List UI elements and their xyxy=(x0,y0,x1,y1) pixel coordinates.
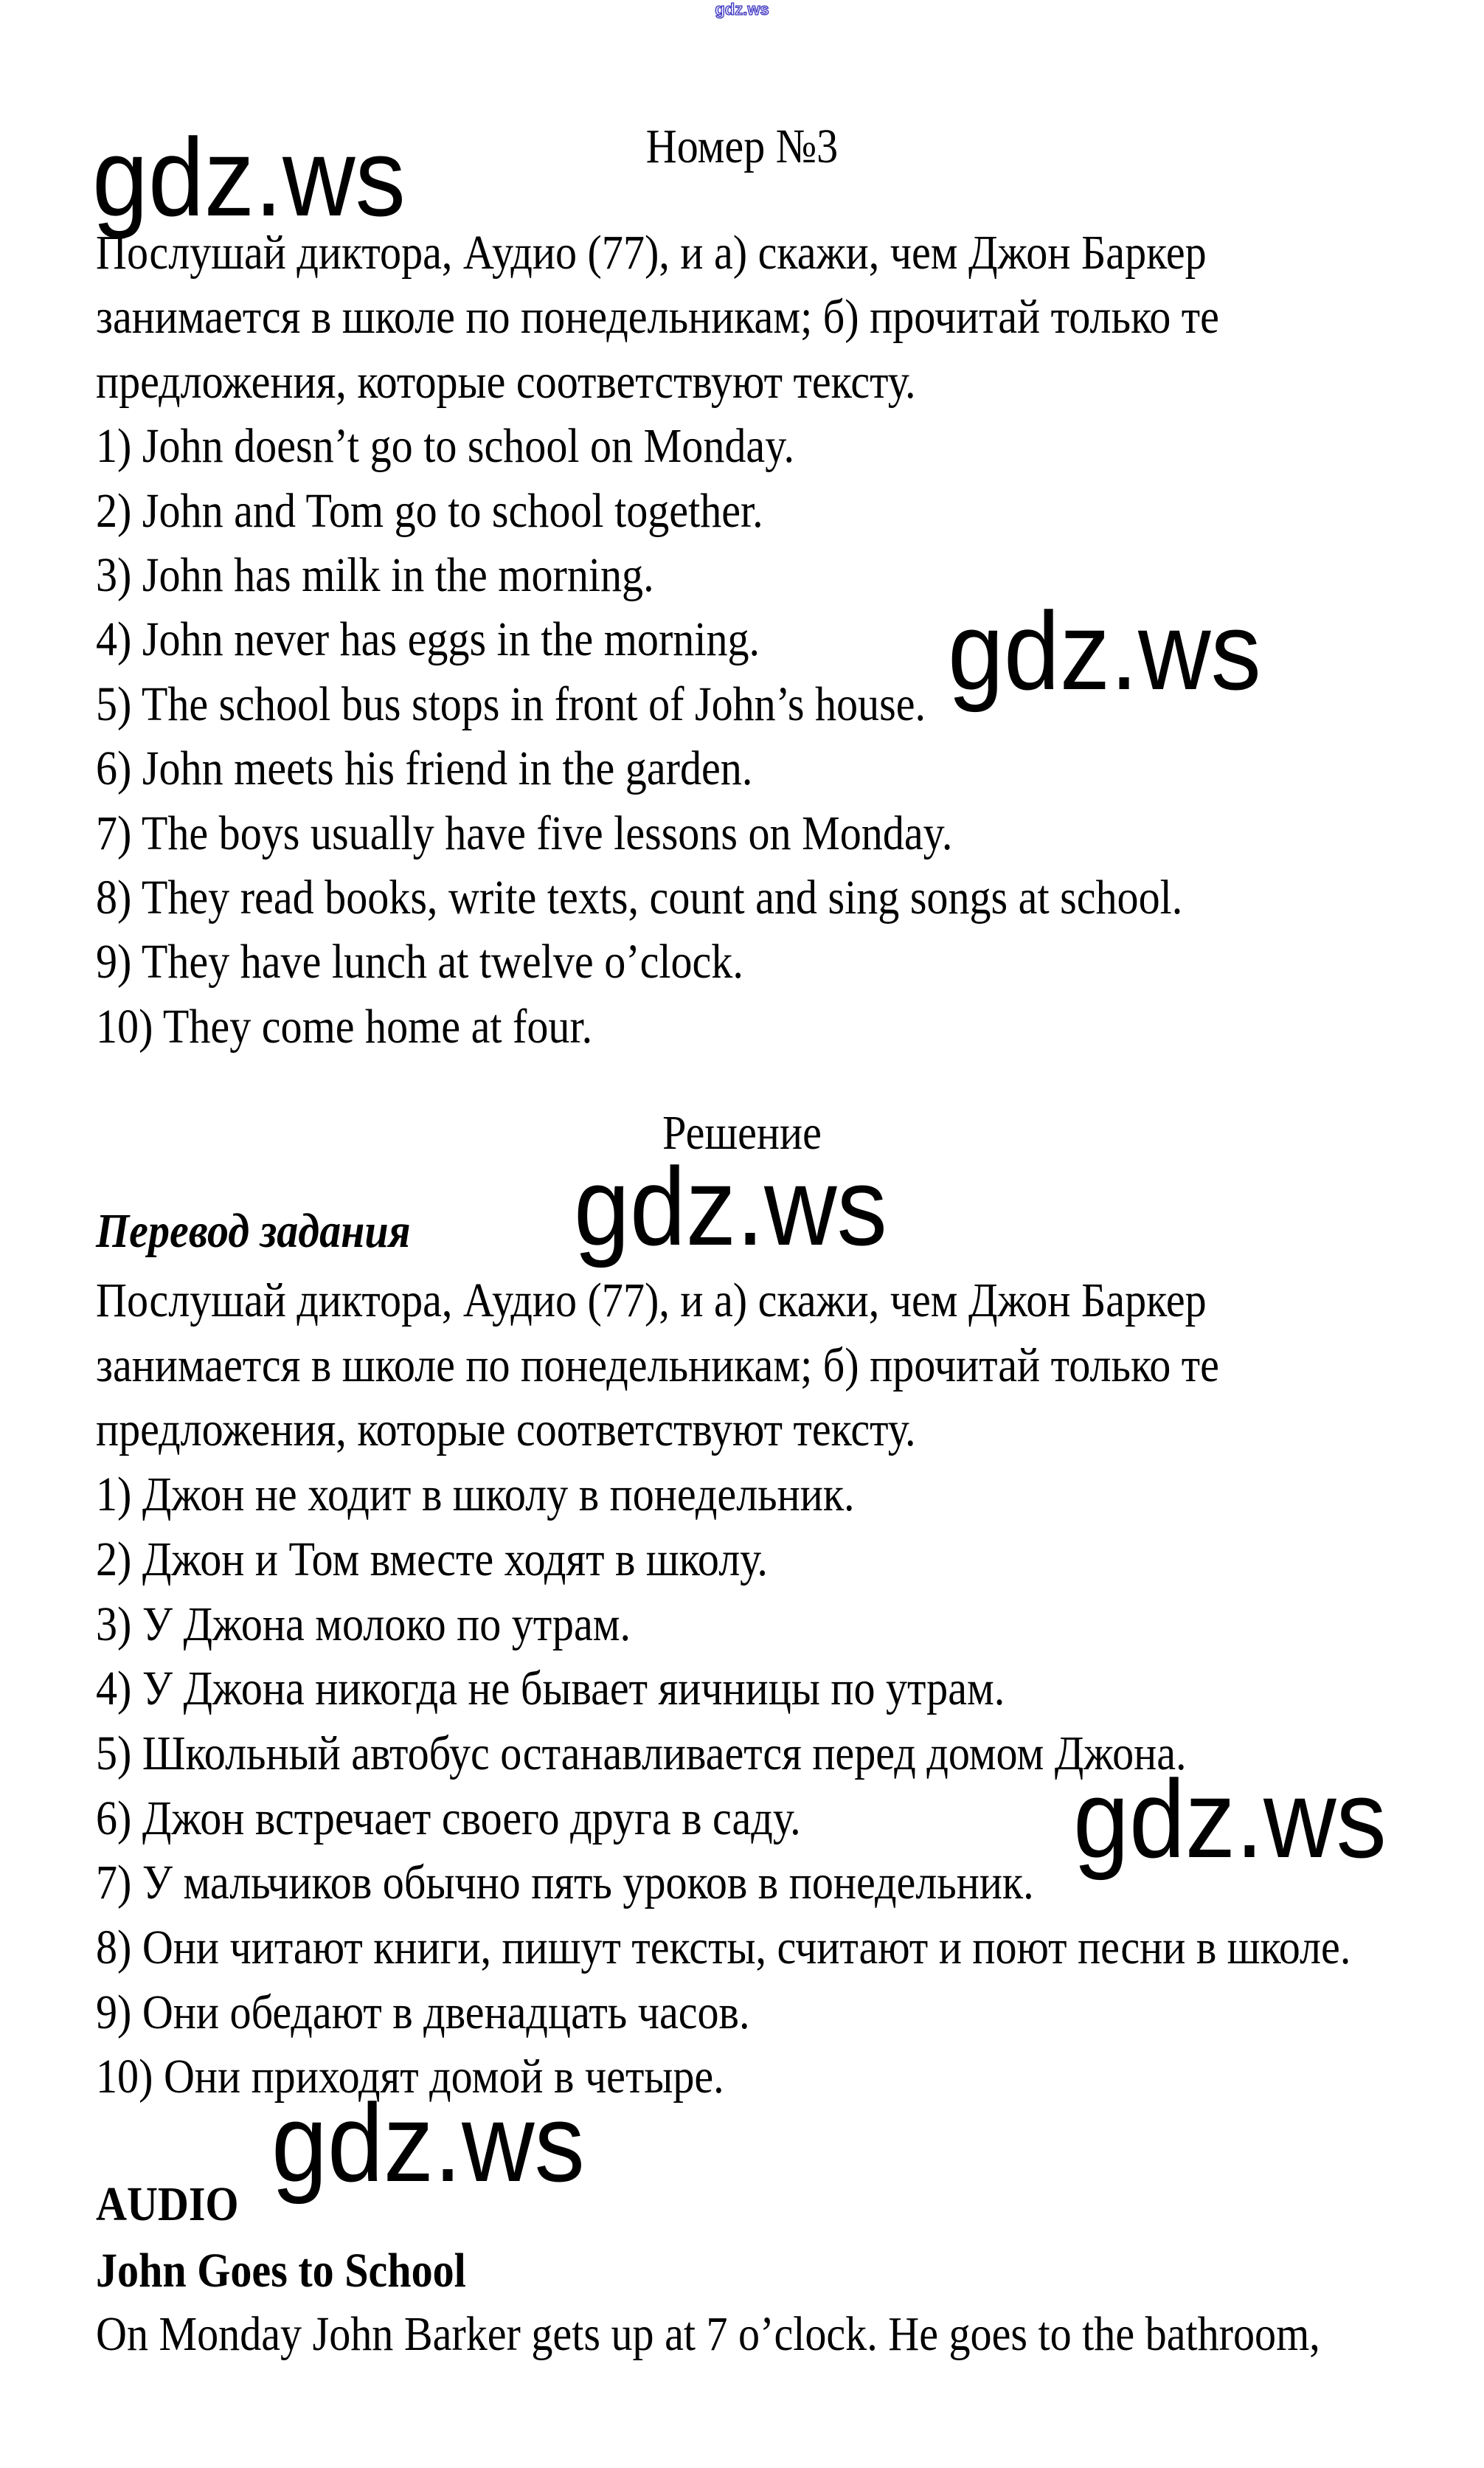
audio-text-line: On Monday John Barker gets up at 7 o’clock. He goes to the bathroom, xyxy=(96,2307,1320,2361)
task-item: 8) They read books, write texts, count and sing songs at school. xyxy=(96,871,1183,924)
task-item: 4) John never has eggs in the morning. xyxy=(96,612,760,666)
gdz-watermark-top-left: gdz.ws xyxy=(92,115,406,239)
page-title: Номер №3 xyxy=(645,120,839,173)
task-intro-line: Послушай диктора, Аудио (77), и а) скажи, чем Джон Баркер xyxy=(96,226,1207,280)
solution-item: 1) Джон не ходит в школу в понедельник. xyxy=(96,1468,855,1521)
task-item: 6) John meets his friend in the garden. xyxy=(96,742,753,795)
solution-item: 9) Они обедают в двенадцать часов. xyxy=(96,1985,750,2039)
task-item: 7) The boys usually have five lessons on Monday. xyxy=(96,806,953,860)
task-item: 10) They come home at four. xyxy=(96,1000,593,1054)
task-intro-line: занимается в школе по понедельникам; б) прочитай только те xyxy=(96,290,1219,344)
solution-item: 5) Школьный автобус останавливается перед домом Джона. xyxy=(96,1726,1187,1780)
task-item: 1) John doesn’t go to school on Monday. xyxy=(96,419,794,473)
gdz-watermark-bottom-left: gdz.ws xyxy=(271,2081,585,2205)
gdz-watermark-right-upper: gdz.ws xyxy=(948,589,1261,713)
task-item: 5) The school bus stops in front of John’s house. xyxy=(96,677,926,731)
translation-heading: Перевод задания xyxy=(96,1204,411,1258)
audio-title: John Goes to School xyxy=(96,2244,466,2298)
task-item: 3) John has milk in the morning. xyxy=(96,548,654,602)
task-intro-line: предложения, которые соответствуют тексту. xyxy=(96,355,916,409)
task-item: 9) They have lunch at twelve o’clock. xyxy=(96,935,743,989)
solution-intro-line: занимается в школе по понедельникам; б) прочитай только те xyxy=(96,1338,1219,1392)
solution-intro-line: предложения, которые соответствуют тексту. xyxy=(96,1403,916,1456)
solution-heading: Решение xyxy=(662,1106,822,1160)
audio-label: AUDIO xyxy=(96,2177,239,2231)
solution-item: 10) Они приходят домой в четыре. xyxy=(96,2050,724,2104)
task-item: 2) John and Tom go to school together. xyxy=(96,484,763,538)
solution-item: 7) У мальчиков обычно пять уроков в понедельник. xyxy=(96,1856,1034,1909)
gdz-tiny-watermark: gdz.ws xyxy=(715,0,769,18)
gdz-watermark-center: gdz.ws xyxy=(574,1144,887,1268)
solution-intro-line: Послушай диктора, Аудио (77), и а) скажи, чем Джон Баркер xyxy=(96,1273,1207,1327)
solution-item: 2) Джон и Том вместе ходят в школу. xyxy=(96,1532,768,1586)
solution-item: 6) Джон встречает своего друга в саду. xyxy=(96,1791,801,1845)
solution-item: 3) У Джона молоко по утрам. xyxy=(96,1597,631,1651)
solution-item: 4) У Джона никогда не бывает яичницы по утрам. xyxy=(96,1662,1005,1715)
solution-item: 8) Они читают книги, пишут тексты, считают и поют песни в школе. xyxy=(96,1921,1351,1974)
gdz-watermark-right-lower: gdz.ws xyxy=(1073,1757,1387,1881)
